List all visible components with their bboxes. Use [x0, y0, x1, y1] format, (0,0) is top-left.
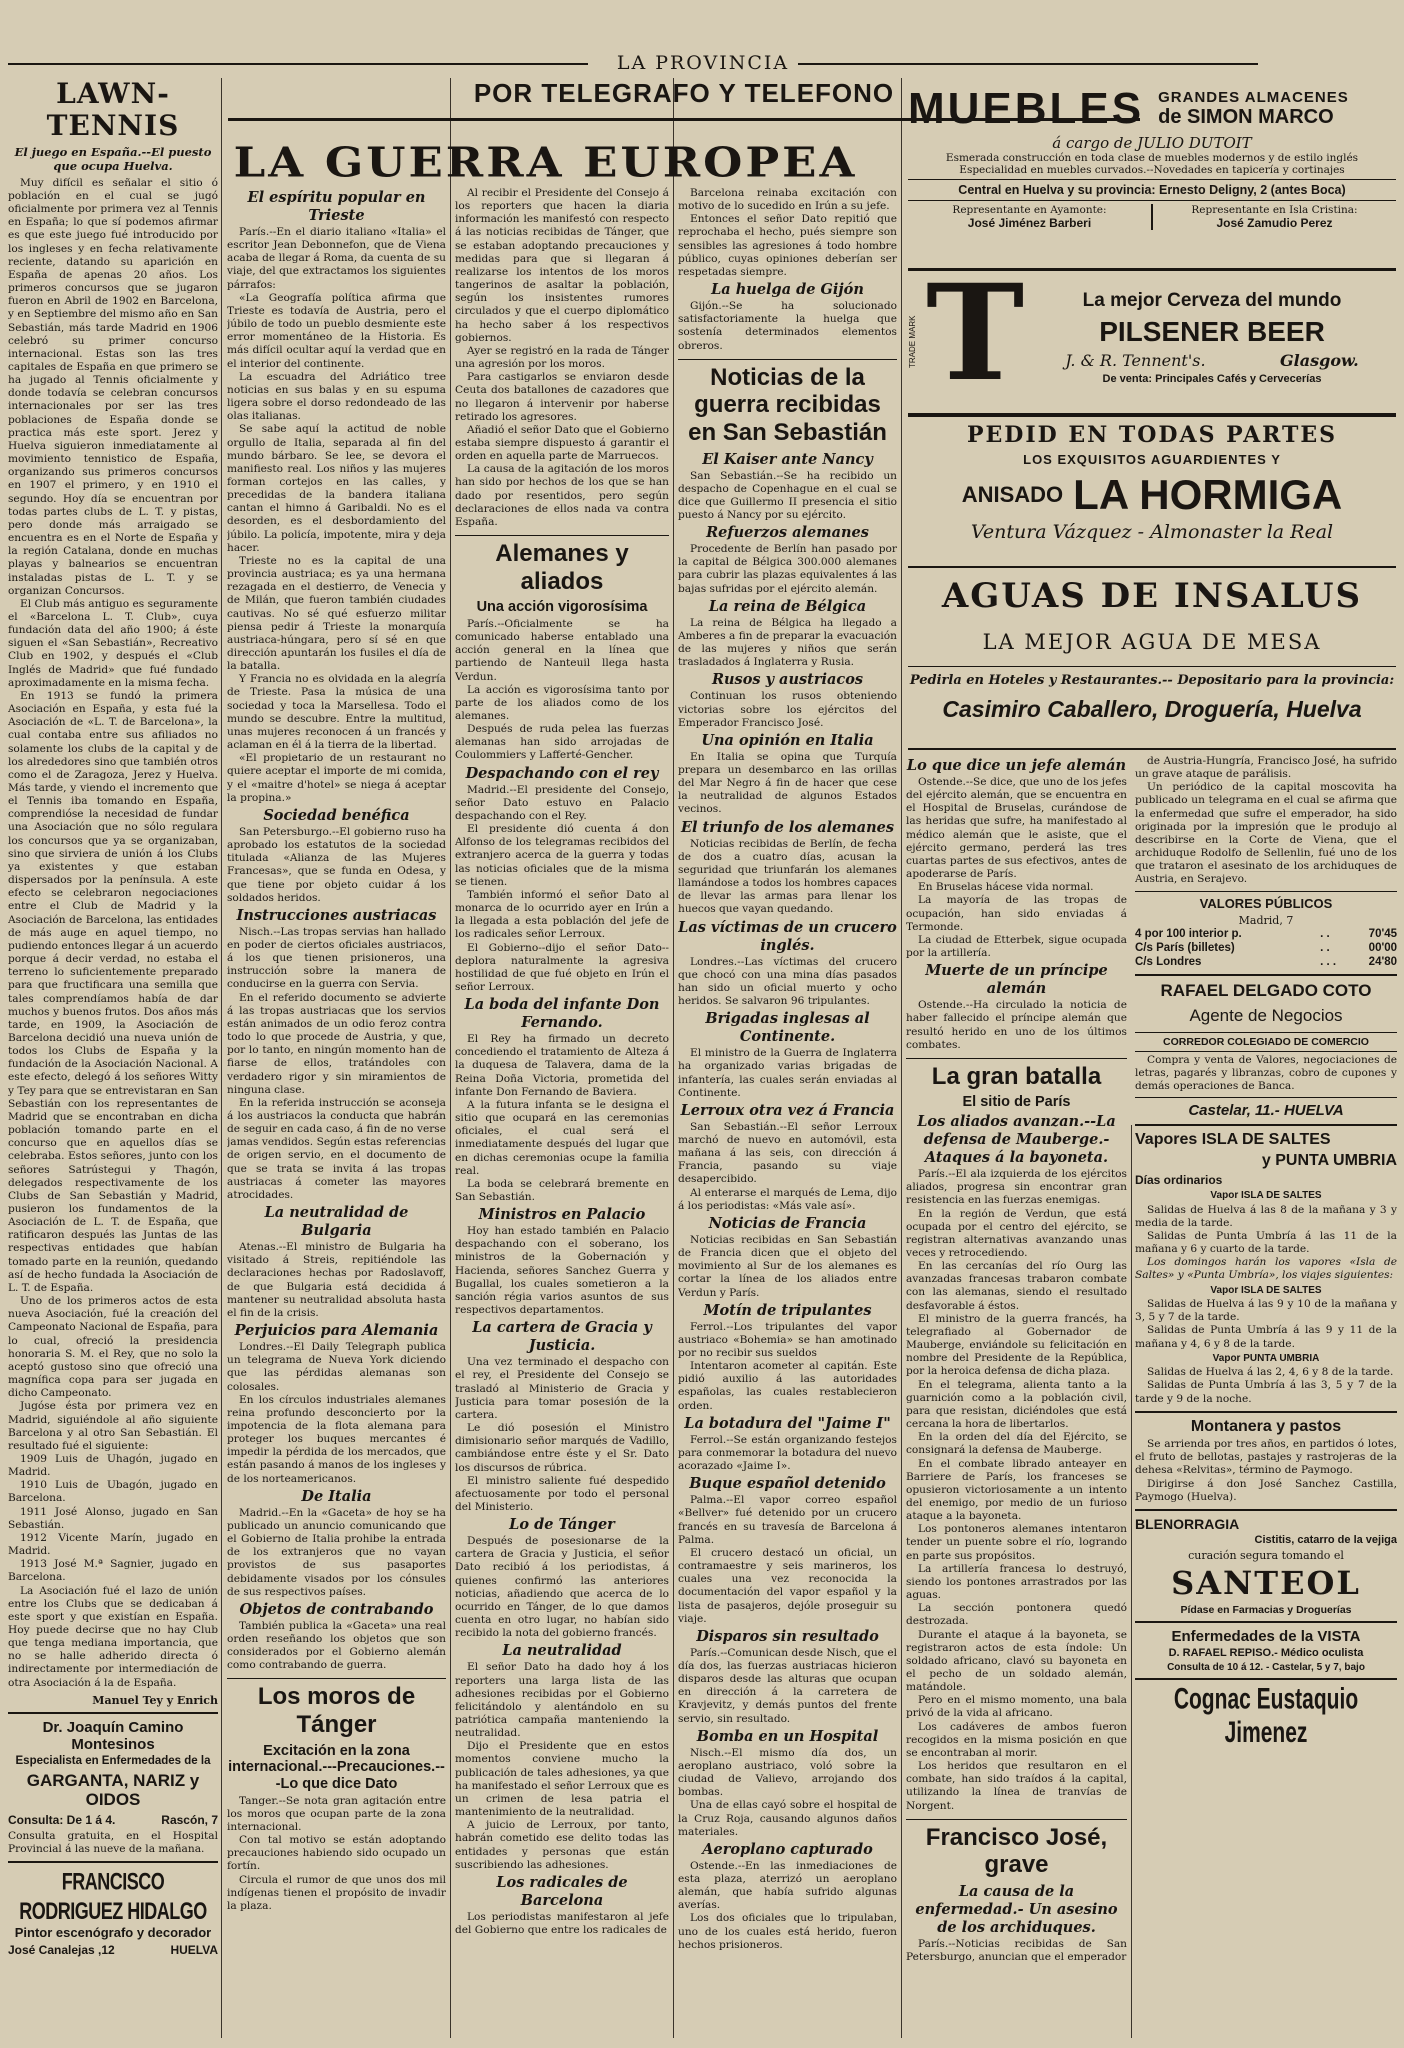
article-paragraph: Ferrol.--Los tripulantes del vapor austriaco «Bohemia» se han amotinado por no recibir sus sueldos [678, 1320, 897, 1359]
article-paragraph: En la orden del día del Ejército, se consignará la defensa de Mauberge. [906, 1431, 1127, 1457]
article-heading: Una opinión en Italia [701, 731, 874, 749]
article-paragraph: En 1913 se fundó la primera Asociación en España, y esta fué la Asociación de «L. T. de Barcelona», la cual contaba entre sus afiliados no solamente los clubs de la capital y de los alrededores sino que también otros como el de Zaragoza, Jerez y Huelva. Más tarde, y viendo el incremento que el Tennis iba tomando en España, comprendióse la necesidad de fundar una Asociación que no sólo regulara los concursos que ya se organizaban, sino que sirviera de unión á los Clubs ya existentes y que estaban dispersados por la península. A este efecto se celebraron negociaciones entre el Club de Madrid y la Asociación de Barcelona, las entidades de más auge en aquel tiempo, no pudiendo entonces llegar á un acuerdo porque á decir verdad, no estaba el terreno lo suficientemente preparado para que fructificara una semilla que tales comprendíamos había de dar muchos y buenos frutos. Dos años más tarde, en 1909, la Asociación de Barcelona decidió una nueva unión de todos los Clubs de España y la fundación de la Asociación Nacional. A este efecto, delegó á los señores Witty y Tey para que se entrevistaran en San Sebastián con los representantes de Madrid que se encontraban en dicha población tomando parte en el concurso que en aquellos días se celebraba. Estos señores, junto con los señores Satrústegui y Thagón, delegados respectivamente de los Clubs de San Sebastián y Madrid, pusieron los fundamentos de la Asociación de L. T. de España, que ratificaron después las Juntas de las respectivas entidades que habían tomado parte en la reunión, quedando así de hecho fundada la Asociación de L. T. de España. [8, 689, 218, 1294]
ad-line: LOS EXQUISITOS AGUARDIENTES Y [1023, 452, 1281, 467]
article-paragraph: Hoy han estado también en Palacio despachando con el soberano, los ministros de la Gobernación y Hacienda, señores Sanchez Guerra y Bugallal, los cuales sometieron a la sanción régia varios asuntos de sus respectivos departamentos. [455, 1225, 669, 1317]
article-heading: La cartera de Gracia y Justicia. [472, 1319, 652, 1355]
ad-line: Esmerada construcción en toda clase de muebles modernos y de estilo inglés [945, 152, 1359, 164]
article-paragraph: También informó el señor Dato al monarca de lo ocurrido ayer en Irún a la llegada a esta población del jefe de los radicales señor Lerroux. [455, 888, 669, 941]
article-heading: Rusos y austriacos [711, 671, 864, 689]
article-heading: Disparos sin resultado [696, 1627, 879, 1645]
article-paragraph: Se sabe aquí la actitud de noble orgullo de Italia, separada al fin del mundo bárbaro. Se lee, se devora el manifiesto real. Los niños y las mujeres forman cortejos en las calles, y precedidas de la bandera italiana cantan el himno á Garibaldi. No es el desorden, es el desbordamiento del júbilo. La policía, impotente, mira y deja hacer. [227, 423, 446, 554]
article-heading: De Italia [301, 1487, 372, 1505]
article-heading: Despachando con el rey [465, 764, 659, 782]
valores-label: C/s París (billetes) [1135, 941, 1235, 954]
article-paragraph: Al recibir el Presidente del Consejo á los reporters que hacen la diaria información les manifestó con respecto á las noticias recibidas de Tánger, que se estaban adoptando precauciones y medidas para que si llegaran á realizarse los intentos de los moros tangerinos de asaltar la población, según los insistentes rumores circulados y que el cuerpo diplomático ha hecho saber á los respectivos gobiernos. [455, 187, 669, 344]
ad-line: D. RAFAEL REPISO.- Médico oculista [1168, 1646, 1364, 1659]
ad-line: Especialista en Enfermedades de la [15, 1755, 211, 1768]
column-war-d [906, 755, 1127, 2038]
article-heading: Brigadas inglesas al Continente. [705, 1010, 870, 1046]
ad-line: y PUNTA UMBRIA [1261, 1151, 1397, 1169]
section-headline: Francisco José, grave [906, 1819, 1127, 1879]
article-paragraph: Intentaron acometer al capitán. Este pidió auxilio á las autoridades españolas, las cuales restablecieron orden. [678, 1360, 897, 1412]
article-paragraph: Ostende.--Se dice, que uno de los jefes del ejército alemán, que se encuentra en el Hospital de Bruselas, curándose de las heridas que sufre, ha manifestado al médico alemán que le asiste, que el ejército germano, perderá las tres cuartas partes de sus efectivos, antes de apoderarse de París. [906, 776, 1127, 881]
ad-montanera [1135, 1411, 1397, 1504]
section-title: POR TELEGRAFO Y TELEFONO [473, 78, 895, 108]
ad-line: Compra y venta de Valores, negociaciones de letras, pagarés y libranzas, cobro de cupones y demás operaciones de Banca. [1135, 1053, 1397, 1092]
article-paragraph: A juicio de Lerroux, por tanto, habrán cometido ese delito todas las entidades y personas que están suscribiendo las adhesiones. [455, 1819, 669, 1871]
article-paragraph: Al enterarse el marqués de Lema, dijo á los periodistas: «Más vale así». [678, 1186, 897, 1212]
article-paragraph: Dijo el Presidente que en estos momentos conviene mucho la publicación de tales adhesiones, ya que ha manifestado el señor Lerroux que es un crimen de lesa patria el mantenimiento de la neutralidad. [455, 1740, 669, 1819]
article-paragraph: Tanger.--Se nota gran agitación entre los moros que ocupan parte de la zona internacional. [227, 1794, 446, 1833]
article-paragraph: A la futura infanta se le designa el sitio que ocupará en las ceremonias oficiales, el cual será el inmediatamente después del lugar que en dichas ceremonias ocupe la familia real. [455, 1098, 669, 1177]
article-heading: La neutralidad de Bulgaria [264, 1204, 409, 1240]
article-heading: Muerte de un príncipe alemán [925, 962, 1108, 998]
article-paragraph: Jugóse ésta por primera vez en Madrid, siguiéndole al año siguiente Barcelona y al otro San Sebastián. El resultado fué el siguiente: [8, 1400, 218, 1452]
ad-line: Vapor PUNTA UMBRIA [1212, 1352, 1320, 1364]
ad-trademark: TRADE MARK [908, 315, 917, 369]
article-heading: Objetos de contrabando [239, 1600, 434, 1618]
ad-city: HUELVA [170, 1942, 218, 1957]
ad-line: Vapor ISLA DE SALTES [1210, 1284, 1322, 1296]
ad-santeol [1135, 1509, 1397, 1616]
article-heading: Motín de tripulantes [703, 1301, 872, 1319]
article-heading: La botadura del "Jaime I" [684, 1414, 891, 1432]
ad-line: Representante en Ayamonte: [952, 204, 1107, 216]
section-subheadline: Excitación en la zona internacional.---Precauciones.---Lo que dice Dato [228, 1742, 445, 1792]
ad-line: Pídase en Farmacias y Droguerías [1180, 1603, 1352, 1616]
ad-t-letter: T [926, 276, 1025, 408]
article-paragraph: 1911 José Alonso, jugado en San Sebastián. [8, 1505, 218, 1531]
article-heading: Sociedad benéfica [263, 806, 410, 824]
article-heading: La huelga de Gijón [711, 281, 864, 299]
column-rule [450, 78, 451, 2038]
article-paragraph: Noticias recibidas de Berlín, de fecha de dos a cuatro días, acusan la seguridad que triunfarán los alemanes llamándose a todos los hombres capaces de llevar las armas para llenar los huecos que vayan quedando. [678, 837, 897, 916]
article-paragraph: En Bruselas hácese vida normal. [918, 881, 1094, 894]
article-paragraph: El ministro de la guerra francés, ha telegrafiado al Gobernador de Mauberge, enviándole su felicitación en nombre del Presidente de la República, por la heroica defensa de dicha plaza. [906, 1312, 1127, 1378]
column-rule [673, 78, 674, 2038]
article-paragraph: Una de ellas cayó sobre el hospital de la Cruz Roja, causando algunos daños materiales. [678, 1799, 897, 1838]
article-paragraph: Madrid.--En la «Gaceta» de hoy se ha publicado un anuncio comunicando que el Gobierno de Italia prohibe la entrada de los extranjeros que no vayan provistos de sus pasaportes debidamente visados por los cónsules de sus respectivos países. [227, 1506, 446, 1598]
article-paragraph: París.--Oficialmente se ha comunicado haberse entablado una acción general en la línea que partiendo de Nanteuil llega hasta Verdun. [455, 617, 669, 683]
ad-line: Enfermedades de la VISTA [1171, 1627, 1361, 1645]
valores-title: VALORES PÚBLICOS [1199, 895, 1333, 911]
ad-line: Vapores ISLA DE SALTES [1135, 1131, 1331, 1149]
article-heading: Lerroux otra vez á Francia [680, 1101, 895, 1119]
ad-consulta-row [8, 1813, 218, 1827]
article-paragraph: En el combate librado anteayer en Barriere de París, los franceses se opusieron victoriosamente a un intento del enemigo, por medio de un furioso ataque a la bayoneta. [906, 1457, 1127, 1523]
ad-vista [1135, 1621, 1397, 1673]
article-paragraph: En el telegrama, alienta tanto a la guarnición como a la población civil, para que resistan, diciéndoles que está cercana la hora de libertarlos. [906, 1378, 1127, 1431]
article-paragraph: Palma.--El vapor correo español «Bellver» fué detenido por un crucero francés en su travesía de Barcelona á Palma. [678, 1494, 897, 1546]
column-rule [901, 78, 902, 2038]
main-headline: LA GUERRA EUROPEA [233, 138, 858, 187]
ad-line: Pintor escenógrafo y decorador [14, 1924, 212, 1940]
ad-insalus-name: AGUAS DE INSALUS [941, 576, 1363, 616]
valores-row [1135, 941, 1397, 955]
ad-cognac-name: Cognac Eustaquio Jimenez [1173, 1683, 1359, 1750]
ad-address: Rascón, 7 [161, 1812, 218, 1827]
article-heading: Perjuicios para Alemania [234, 1322, 439, 1340]
ad-depositario: Casimiro Caballero, Droguería, Huelva [942, 696, 1362, 722]
column-war-a [227, 187, 446, 2038]
valores-leader: . . . [1320, 955, 1337, 968]
ad-maker: J. & R. Tennent's. [1065, 351, 1206, 370]
article-paragraph: Trieste no es la capital de una provincia austriaca; es ya una hermana rezagada en el destierro, de Venecia y de Milán, que fueron también ciudades cautivas. No sé qué esfuerzo militar piensa pedir á Trieste la monarquía austriaca-húngara, pero sí sé en que dirección apuntarán los fusiles el día de la batalla. [227, 554, 446, 673]
article-paragraph: Después de ruda pelea las fuerzas alemanas han sido arrojadas de Coulommiers y Lafferté-Gencher. [455, 723, 669, 762]
article-paragraph: La acción es vigorosísima tanto por parte de los aliados como de los alemanes. [455, 683, 669, 723]
article-paragraph: Gijón.--Se ha solucionado satisfactoriamente la huelga que sostenía determinados elementos obreros. [678, 300, 897, 352]
ad-camino [8, 1712, 218, 1856]
article-paragraph: La escuadra del Adriático tree noticias en sus balas y en su espuma ligera sobre el dorso redondeado de las olas italianas. [227, 370, 446, 423]
article-paragraph: La Asociación fué el lazo de unión entre los Clubs que se dedicaban á este sport y que existían en España. Hoy puede decirse que no hay Club que tenga mediana importancia, que no se halle adherido directa ó indirectamente por intermediación de otra Asociación á la de España. [8, 1584, 218, 1689]
ad-title: MUEBLES [908, 84, 1145, 133]
ad-line: Representante en Isla Cristina: [1191, 204, 1358, 216]
article-paragraph: La reina de Bélgica ha llegado a Amberes a fin de preparar la evacuación de las mujeres y niños que serán trasladados á Inglaterra y Rusia. [678, 616, 897, 669]
article-paragraph: Ostende.--En las inmediaciones de esta plaza, aterrizó un aeroplano alemán, que había sufrido algunas averías. [678, 1859, 897, 1912]
article-paragraph: La artillería francesa lo destruyó, siendo los pontones arrastrados por las aguas. [906, 1562, 1127, 1602]
article-paragraph: 1910 Luis de Ubagón, jugado en Barcelona. [8, 1479, 218, 1505]
ad-rule [908, 748, 1396, 750]
article-paragraph: San Petersburgo.--El gobierno ruso ha aprobado los estatutos de la sociedad titulada «Alianza de las Mujeres Francesas», que se funda en Odesa, y que tiene por objeto cuidar á los soldados heridos. [227, 825, 446, 904]
article-paragraph: Ayer se registró en la rada de Tánger una agresión por los moros. [455, 344, 669, 371]
article-paragraph: El presidente dió cuenta á don Alfonso de los telegramas recibidos del extranjero acerca de la guerra y todas las noticias oficiales que de la misma se tienen. [455, 823, 669, 888]
article-paragraph: París.--Comunican desde Nisch, que el día dos, las fuerzas austriacas hicieron disparos desde las alturas que ocupan en dirección á la carretera de Kravjevitz, y demás puntos del frente servio, sin resultado. [678, 1646, 897, 1725]
article-paragraph: Después de posesionarse de la cartera de Gracia y Justicia, el señor Dato recibió á los periodistas, á quienes confirmó las anteriores noticias, añadiendo que acerca de lo ocurrido en Tánger, de lo que damos cuenta en otro lugar, no habían sido recibido la nota del gobierno francés. [455, 1535, 669, 1640]
paper-name: LA PROVINCIA [616, 52, 790, 74]
article-paragraph: de Austria-Hungría, Francisco José, ha sufrido un grave ataque de parálisis. [1135, 755, 1397, 781]
ad-line: Días ordinarios [1135, 1173, 1223, 1188]
masthead [8, 52, 1398, 74]
ad-maker: Ventura Vázquez - Almonaster la Real [970, 521, 1334, 543]
ad-vapores [1135, 1124, 1397, 1405]
article-heading: El Kaiser ante Nancy [702, 450, 873, 468]
valores-leader: . . [1320, 941, 1330, 954]
ad-line: Vapor ISLA DE SALTES [1210, 1190, 1322, 1202]
column-rule [221, 78, 222, 2038]
valores-value: 24'80 [1368, 955, 1397, 968]
article-heading: Noticias de Francia [708, 1214, 867, 1232]
article-paragraph: Uno de los primeros actos de esta nueva Asociación, fué la creación del Campeonato Nacional de España, para lo cual, ofreció la presidencia honoraria S. M. el Rey, que no solo la aceptó gustoso sino que ofreció una magnífica copa para ser jugada en dicho Campeonato. [8, 1295, 218, 1400]
ad-line: De venta: Principales Cafés y Cervecerías [1102, 373, 1322, 385]
article-paragraph: «La Geografía política afirma que Trieste es todavía de Austria, pero el júbilo de todo un pueblo desmiente este error momentáneo de la Historia. Es más difícil ocultar aquí la verdad que en el interior del continente. [227, 291, 446, 370]
article-paragraph: Nisch.--Las tropas servias han hallado en poder de ciertos oficiales austriacos, á los que tienen prisioneros, una instrucción sobre la manera de conducirse en la guerra con Servia. [227, 925, 446, 991]
ad-anisado: ANISADO [961, 482, 1064, 507]
valores-value: 70'45 [1368, 927, 1397, 940]
article-paragraph: También publica la «Gaceta» una real orden reseñando los objetos que son considerados por el Gobierno alemán como contrabando de guerra. [227, 1619, 446, 1672]
article-paragraph: Barcelona reinaba excitación con motivo de lo sucedido en Irún a su jefe. [678, 187, 897, 213]
ad-rafael [1135, 974, 1397, 1120]
article-paragraph: La ciudad de Etterbek, sigue ocupada por la artillería. [906, 933, 1127, 960]
article-heading: La boda del infante Don Fernando. [464, 996, 660, 1032]
article-heading: La reina de Bélgica [708, 597, 867, 615]
article-paragraph: Londres.--Las víctimas del crucero que chocó con una mina días pasados han sido un oficial muerto y ocho heridos. Se salvaron 96 tripulantes. [678, 955, 897, 1008]
article-paragraph: El crucero destacó un oficial, un contramaestre y seis marineros, los cuales una vez reconocida la documentación del vapor español y la lista de pasajeros, dejóle proseguir su viaje. [678, 1546, 897, 1625]
ad-line: Salidas de Punta Umbría á las 9 y 11 de la mañana y 4, 6 y 8 de la tarde. [1135, 1324, 1397, 1350]
article-paragraph: En la referida instrucción se aconseja á los austriacos la conducta que habrán de seguir en cada caso, á fin de no verse jamas vendidos. Según estas referencias de origen servio, en el documento de que se trata se invita á las tropas austriacas á cometer las mayores atrocidades. [227, 1096, 446, 1201]
ad-specialty: GARGANTA, NARIZ y OIDOS [26, 1770, 200, 1810]
article-heading: El triunfo de los alemanes [680, 818, 895, 836]
article-paragraph: Entonces el señor Dato repitió que reprochaba el hecho, pués siempre son sensibles las agresiones á todo hombre público, cuyas opiniones deberían ser respetadas siempre. [678, 213, 897, 278]
article-paragraph: Ostende.--Ha circulado la noticia de haber fallecido el príncipe alemán que resultó herido en uno de los últimos combates. [906, 999, 1127, 1051]
valores-leader: . . [1320, 927, 1330, 940]
section-headline: Alemanes y aliados [455, 535, 669, 595]
section-subheadline: El sitio de París [962, 1094, 1071, 1111]
article-paragraph: 1909 Luis de Uhagón, jugado en Madrid. [8, 1452, 218, 1479]
article-paragraph: Madrid.--El presidente del Consejo, señor Dato estuvo en Palacio despachando con el Rey. [455, 783, 669, 822]
ad-city: Glasgow. [1280, 351, 1359, 370]
article-heading: Las víctimas de un crucero inglés. [678, 918, 897, 954]
article-heading: Bomba en un Hospital [696, 1727, 879, 1745]
article-paragraph: Le dió posesión el Ministro dimisionario señor marqués de Vadillo, cambiándose entre éste y el Sr. Dato los discursos de rúbrica. [455, 1422, 669, 1474]
article-paragraph: Para castigarlos se enviaron desde Ceuta dos batallones de cazadores que no llegaron á intervenir por haberse retirado los agresores. [455, 371, 669, 423]
article-paragraph: Los heridos que resultaron en el combate, han sido traídos á la capital, utilizando la línea de tranvías de Norgent. [906, 1760, 1127, 1812]
article-body [1135, 755, 1397, 887]
article-heading: Los radicales de Barcelona [496, 1873, 628, 1909]
ad-line: Consulta gratuita, en el Hospital Provincial á las nueve de la mañana. [8, 1829, 218, 1855]
ad-line: Central en Huelva y su provincia: Ernesto Deligny, 2 (antes Boca) [908, 179, 1396, 201]
article-paragraph: 1913 José M.ª Sagnier, jugado en Barcelona. [8, 1558, 218, 1584]
article-paragraph: Pero en el mismo momento, una bala privó de la vida al africano. [906, 1694, 1127, 1720]
ad-line: Los domingos harán los vapores «Isla de Saltes» y «Punta Umbría», los viajes siguientes: [1135, 1256, 1397, 1282]
article-heading: Lo de Tánger [509, 1516, 615, 1534]
ad-rule [908, 566, 1396, 568]
ad-rule [908, 268, 1396, 271]
ad-address-row [8, 1943, 218, 1957]
ad-santeol-name: SANTEOL [1171, 1563, 1361, 1602]
article-paragraph: La boda se celebrará bremente en San Sebastián. [455, 1177, 669, 1204]
ad-line: Cistitis, catarro de la vejiga [1254, 1533, 1397, 1546]
ad-hormiga-name: LA HORMIGA [1073, 471, 1343, 518]
article-heading: Refuerzos alemanes [706, 524, 869, 542]
ad-line: La mejor Cerveza del mundo [1082, 290, 1342, 311]
ad-line: Salidas de Punta Umbría á las 11 de la mañana y 6 y cuarto de la tarde. [1135, 1229, 1397, 1256]
article-paragraph: San Sebastián.--Se ha recibido un despacho de Copenhague en el cual se dice que Guillermo II presencia el sitio puesto á Nancy por su ejército. [678, 469, 897, 521]
ad-painter-name: FRANCISCO RODRIGUEZ HIDALGO [19, 1867, 207, 1925]
ad-line: José Jiménez Barberi [967, 216, 1092, 230]
article-paragraph: En el referido documento se advierte á las tropas austriacas que los servios están animados de un odio feroz contra todo lo que procede de Austria, y que, por lo tanto, en ningún momento han de fiarse de ellos, tratándoles con verdadero rigor y sin miramientos de ninguna clase. [227, 991, 446, 1096]
ad-muebles [908, 84, 1396, 262]
ad-line: de SIMON MARCO [1158, 106, 1334, 128]
column-rule [1131, 1125, 1132, 2038]
article-paragraph: El Club más antiguo es seguramente el «Barcelona L. T. Club», cuya fundación data del año 1900; á éste siguen el «San Sebastián», Recreativo Club en 1902, y después el «Club Inglés de Madrid» que fué fundado aproximadamente en la misma fecha. [8, 597, 218, 689]
article-paragraph: Atenas.--El ministro de Bulgaria ha visitado á Streis, repitiéndole las declaraciones hechas por Radoslavoff, de que Bulgaria está decidida á mantener su neutralidad absoluta hasta el fin de la crisis. [227, 1241, 446, 1319]
section-headline: Los moros de Tánger [227, 1678, 446, 1738]
article-body [8, 177, 218, 1690]
article-paragraph: En Italia se opina que Turquía prepara un desembarco en las orillas del Mar Negro á fin de hacer que cese la neutralidad de algunos Estados vecinos. [678, 750, 897, 816]
article-paragraph: Añadió el señor Dato que el Gobierno estaba siempre dispuesto á garantir el orden en aquella parte de Marruecos. [455, 423, 669, 463]
article-paragraph: París.--Noticias recibidas de San Petersburgo, anuncian que el emperador [906, 1937, 1127, 1964]
valores-row [1135, 955, 1397, 969]
ad-rodriguez [8, 1861, 218, 1957]
ad-line: Salidas de Huelva á las 8 de la mañana y 3 y media de la tarde. [1135, 1203, 1397, 1229]
ad-line: Salidas de Huelva á las 9 y 10 de la mañana y 3, 5 y 7 de la tarde. [1135, 1298, 1397, 1324]
article-paragraph: 1912 Vicente Marín, jugado en Madrid. [8, 1531, 218, 1558]
article-paragraph: Londres.--El Daily Telegraph publica un telegrama de Nueva York diciendo que las pérdidas alemanas son colosales. [227, 1341, 446, 1393]
article-paragraph: Los dos oficiales que lo tripulaban, uno de los cuales está herido, fueron hechos prisioneros. [678, 1912, 897, 1951]
valores-date: Madrid, 7 [1238, 913, 1294, 927]
valores-label: 4 por 100 interior p. [1135, 927, 1242, 940]
article-paragraph: El Rey ha firmado un decreto concediendo el tratamiento de Alteza á la duquesa de Talavera, dama de la Reina Doña Victoria, prometida del infante Don Fernando de Baviera. [455, 1033, 669, 1098]
article-paragraph: Un periódico de la capital moscovita ha publicado un telegrama en el cual se afirma que la enfermedad que sufre el emperador, ha sido originada por la impresión que le produjo al describirse en la Corte de Viena, que el archiduque Rodolfo de Sellenlin, fué uno de los que trataron el asesinato de los archiduques de Austria, en Serajevo. [1135, 781, 1397, 886]
column-lawn-tennis [8, 78, 218, 2038]
ad-line: Montanera y pastos [1190, 1417, 1342, 1435]
article-paragraph: El señor Dato ha dado hoy á los reporters una larga lista de las adhesiones recibidas por el Gobierno felicitándolo y alentándolo en su patriótica campaña manteniendo la neutralidad. [455, 1661, 669, 1740]
valores-publicos [1135, 891, 1397, 969]
ad-line: Consulta de 10 á 12. - Castelar, 5 y 7, bajo [1167, 1661, 1365, 1673]
ad-line: Especialidad en muebles curvados.--Novedades en tapicería y cortinajes [959, 164, 1345, 176]
article-heading: Los aliados avanzan.--La defensa de Mauberge.-Ataques á la bayoneta. [917, 1113, 1116, 1167]
article-paragraph: Y Francia no es olvidada en la alegría de Trieste. Pasa la música de una sociedad y toca la Marsellesa. Todo el mundo se descubre. Entre la multitud, unas mujeres reconocen á un francés y aclaman en él á la tierra de la libertad. [227, 673, 446, 752]
article-paragraph: Con tal motivo se están adoptando precauciones habiendo sido ocupado un fortín. [227, 1834, 446, 1873]
article-heading: Buque español detenido [689, 1475, 886, 1493]
ad-line: GRANDES ALMACENES [1158, 89, 1349, 106]
valores-label: C/s Londres [1135, 955, 1202, 968]
article-paragraph: París.--El ala izquierda de los ejércitos aliados, progresa sin encontrar gran resistencia en las fuerzas enemigas. [906, 1168, 1127, 1207]
column-war-b [455, 187, 669, 2038]
article-paragraph: San Sebastián.--El señor Lerroux marchó de nuevo en automóvil, esta mañana á las seis, con dirección á Francia, pasando su viaje desapercibido. [678, 1120, 897, 1186]
article-paragraph: La mayoría de las tropas de ocupación, han sido enviadas á Termonde. [906, 894, 1127, 933]
ad-line: PEDID EN TODAS PARTES [966, 422, 1338, 448]
ad-line: José Zamudio Perez [1216, 216, 1333, 230]
ad-hormiga [908, 422, 1396, 562]
article-paragraph: Circula el rumor de que unos dos mil indígenas tienen el propósito de invadir la plaza. [227, 1873, 446, 1912]
ad-doctor-name: Dr. Joaquín Camino Montesinos [42, 1718, 184, 1754]
ad-line: á cargo de JULIO DUTOIT [1052, 134, 1252, 152]
ad-line: Agente de Negocios [1189, 1006, 1343, 1026]
article-paragraph: El Gobierno--dijo el señor Dato--deplora naturalmente la agresiva hostilidad de que fué objeto en Irún el señor Lerroux. [455, 941, 669, 993]
ad-rule [908, 413, 1396, 417]
ad-consulta: Consulta: De 1 á 4. [8, 1812, 116, 1827]
article-heading: Instrucciones austriacas [236, 906, 437, 924]
column-ads-e [1135, 755, 1397, 2038]
article-paragraph: Nisch.--El mismo día dos, un aeroplano austriaco, voló sobre la ciudad de Valievo, arrojando dos bombas. [678, 1746, 897, 1799]
article-paragraph: «El propietario de un restaurant no quiere aceptar el importe de mi comida, y el «maitre d'hotel» se niega á aceptar la propina.» [227, 752, 446, 804]
ad-line: Dirigirse á don José Sanchez Castilla, Paymogo (Huelva). [1135, 1477, 1397, 1503]
article-paragraph: Los cadáveres de ambos fueron recogidos en la misma posición en que se encontraban al morir. [906, 1720, 1127, 1759]
ad-line: Salidas de Punta Umbría á las 3, 5 y 7 de la tarde y 9 de la noche. [1135, 1379, 1397, 1405]
article-paragraph: Noticias recibidas en San Sebastián de Francia dicen que el objeto del movimiento al Sur de los alemanes es cortar la línea de los aliados entre Verdun y París. [678, 1233, 897, 1299]
article-heading: Aeroplano capturado [702, 1840, 873, 1858]
ad-name: RAFAEL DELGADO COTO [1160, 980, 1372, 1000]
article-paragraph: La causa de la agitación de los moros han sido por hechos de los que se han dado por resentidos, pero según declaraciones de ellos nada va contra España. [455, 463, 669, 528]
article-paragraph: Continuan los rusos obteniendo victorias sobre los ejércitos del Emperador Francisco José. [678, 690, 897, 729]
article-title: LAWN-TENNIS [46, 78, 180, 143]
article-paragraph: La sección pontonera quedó destrozada. [906, 1602, 1127, 1628]
article-subtitle: El juego en España.--El puesto que ocupa Huelva. [14, 145, 212, 173]
valores-row [1135, 927, 1397, 941]
ad-line: CORREDOR COLEGIADO DE COMERCIO [1135, 1032, 1397, 1052]
article-paragraph: En los círculos industriales alemanes reina profundo desconcierto por la impotencia de la flota alemana para proteger los buques mercantes é impedir la pérdida de los mercados, que están pasando á manos de los ingleses y de los norteamericanos. [227, 1393, 446, 1485]
article-paragraph: Durante el ataque á la bayoneta, se registraron actos de esta índole: Un soldado africano, clavó su bayoneta en el pecho de un soldado alemán, matándole. [906, 1628, 1127, 1694]
article-signature: Manuel Tey y Enrich [92, 1693, 218, 1707]
article-paragraph: Los periodistas manifestaron al jefe del Gobierno que entre los radicales de [455, 1910, 669, 1937]
ad-line: BLENORRAGIA [1135, 1515, 1240, 1532]
ad-beer-name: PILSENER BEER [1099, 316, 1325, 347]
article-heading: El espíritu popular en Trieste [247, 189, 426, 224]
ad-address: Castelar, 11.- HUELVA [1135, 1097, 1397, 1119]
article-heading: La causa de la enfermedad.- Un asesino de los archiduques. [915, 1882, 1118, 1936]
article-paragraph: Muy difícil es señalar el sitio ó población en el cual se jugó oficialmente por primera vez al Tennis en España; lo que sí podemos afirmar es que este juego fué introducido por los ingleses y en fecha relativamente reciente, datando su aparición en España de apenas 20 años. Los primeros concursos que se jugaron fueron en Abril de 1902 en Barcelona, y en Septiembre del mismo año en San Sebastián, más tarde Madrid en 1906 celebró su primer concurso internacional. Estas son las tres capitales de España en que primero se ha jugado al Tennis oficialmente y donde todavía se celebran concursos internacionales por ser las tres poblaciones de España donde se practica más este sport. Jerez y Huelva siguieron inmediatamente al movimiento tennistico de España, organizando sus primeros concursos en 1907 el primero, y en 1910 el segundo. Hoy día se encuentran por todas partes clubs de L. T. y pistas, pero donde más arraigado se encuentra es en el Norte de España y la región Catalana, donde en muchas playas y balnearios se encuentran instaladas pistas de L. T. y se organizan Concursos. [8, 176, 218, 597]
article-paragraph: París.--En el diario italiano «Italia» el escritor Jean Debonnefon, que de Viena acaba de llegar á Roma, da cuenta de su viaje, del que extractamos los siguientes párrafos: [227, 226, 446, 291]
ad-line: Salidas de Huelva á las 2, 4, 6 y 8 de la tarde. [1147, 1366, 1394, 1379]
ad-insalus [908, 572, 1396, 742]
ad-line: LA MEJOR AGUA DE MESA [982, 630, 1322, 654]
article-heading: Lo que dice un jefe alemán [906, 757, 1127, 774]
ad-line: Se arrienda por tres años, en partidos ó lotes, el fruto de bellotas, pastajes y rastrojeras de la dehesa «Relvitas», término de Paymogo. [1135, 1438, 1397, 1477]
ad-pilsener [908, 276, 1396, 408]
column-war-c [678, 187, 897, 2038]
valores-value: 00'00 [1368, 941, 1397, 954]
article-paragraph: En la región de Verdun, que está ocupada por el centro del ejército, se registran alternativas avanzando unas veces y retrocediendo. [906, 1207, 1127, 1260]
article-heading: La neutralidad [502, 1642, 622, 1660]
article-paragraph: Una vez terminado el despacho con el rey, el Presidente del Consejo se trasladó al Ministerio de Gracia y Justicia para tomar posesión de la cartera. [455, 1356, 669, 1421]
article-paragraph: En las cercanías del río Ourg las avanzadas francesas trabaron combate con las alemanas, siendo el resultado desfavorable á éstos. [906, 1260, 1127, 1312]
article-paragraph: Los pontoneros alemanes intentaron tender un puente sobre el río, logrando en parte sus propósitos. [906, 1523, 1127, 1562]
section-headline: Noticias de la guerra recibidas en San Sebastián [678, 359, 897, 447]
article-paragraph: El ministro saliente fué despedido afectuosamente por todo el personal del Ministerio. [455, 1474, 669, 1513]
ad-line: curación segura tomando el [1188, 1548, 1344, 1562]
section-subheadline: Una acción vigorosísima [476, 599, 648, 616]
ad-cognac [1135, 1678, 1397, 1750]
article-paragraph: El ministro de la Guerra de Inglaterra ha organizado varias brigadas de infantería, las cuales serán enviadas al Continente. [678, 1047, 897, 1099]
article-paragraph: Ferrol.--Se están organizando festejos para conmemorar la botadura del nuevo acorazado «Jaime I». [678, 1433, 897, 1473]
article-paragraph: Procedente de Berlín han pasado por la capital de Bélgica 300.000 alemanes para cubrir las plazas equivalentes á las bajas sufridas por el ejército alemán. [678, 543, 897, 595]
article-heading: Ministros en Palacio [478, 1206, 646, 1224]
ad-line: Pedirla en Hoteles y Restaurantes.-- Depositario para la provincia: [908, 666, 1396, 688]
section-headline: La gran batalla [906, 1058, 1127, 1091]
valores-table [1135, 927, 1397, 969]
ad-address: José Canalejas ,12 [8, 1942, 115, 1957]
